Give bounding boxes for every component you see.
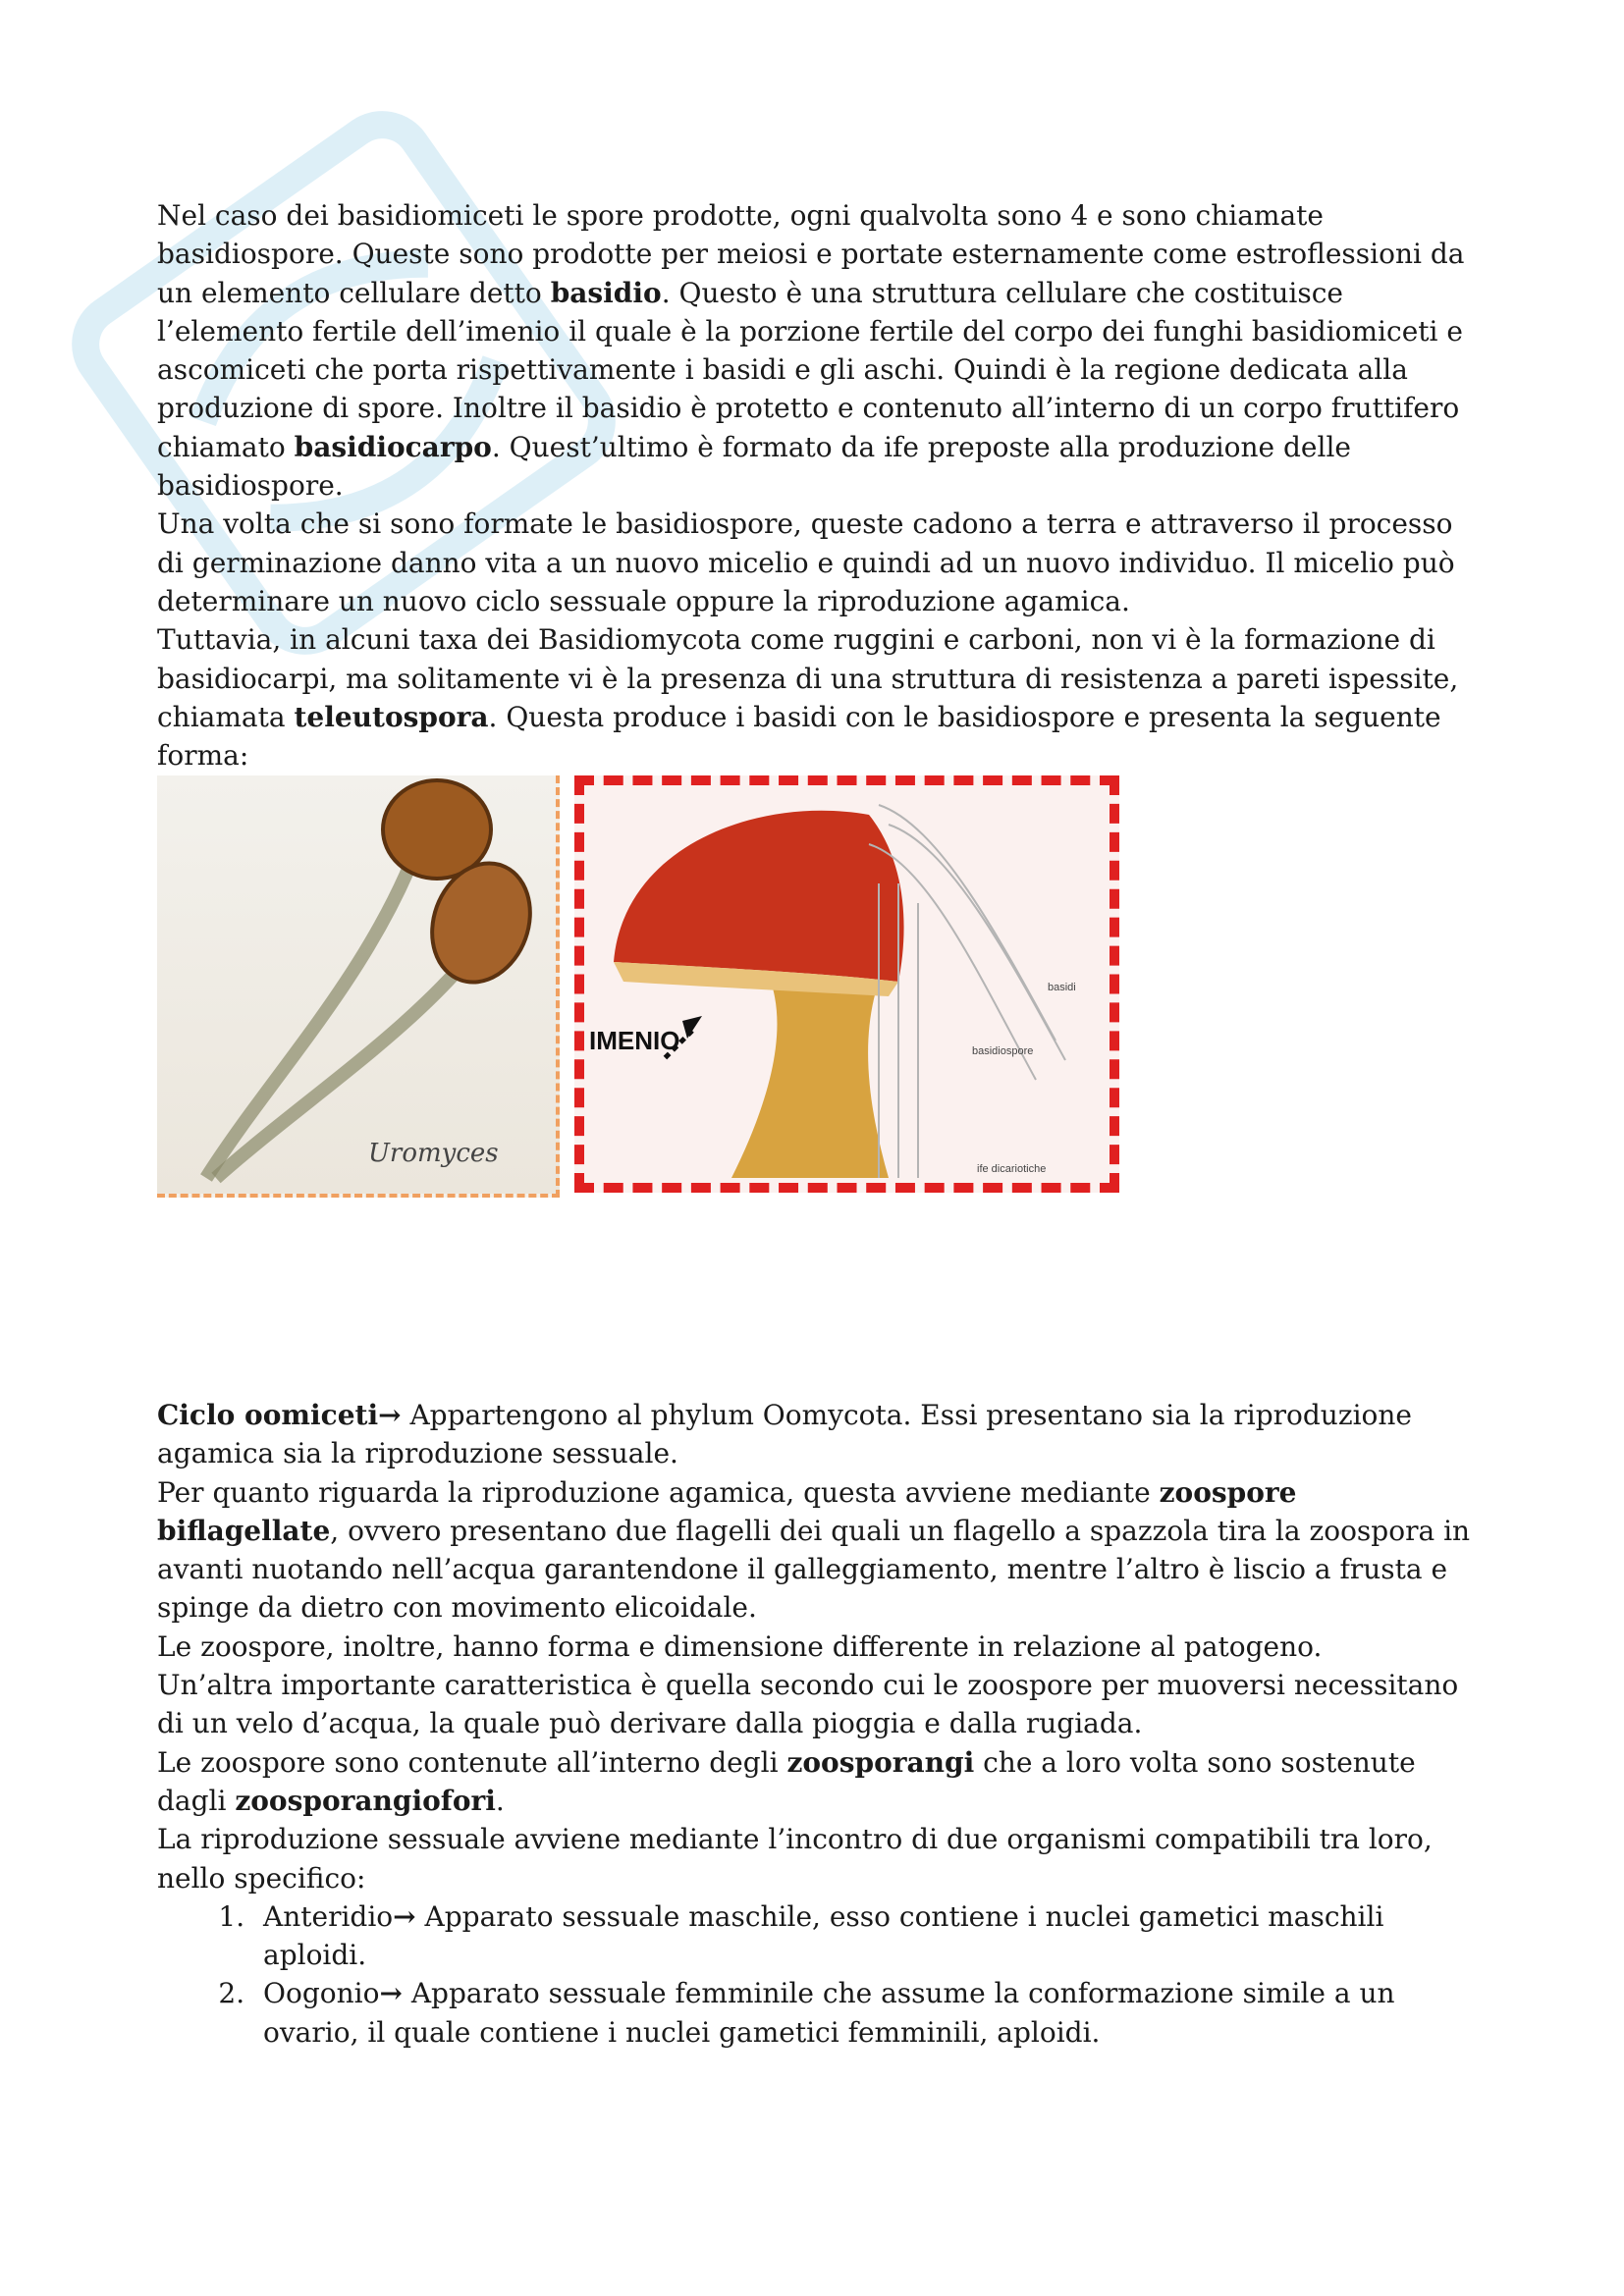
mushroom-illustration [584,785,1110,1183]
sexual-organs-list [157,1897,1483,2052]
ife-label: ife dicariotiche [977,1163,1047,1175]
list-item: 2. Oogonio→ Apparato sessuale femminile che assume la conformazione simile a un ovario, il quale contiene i nuclei gametici femminili, aploidi. [253,1974,1483,2052]
figure-caption: Uromyces [368,1139,499,1168]
uromyces-illustration [157,775,556,1194]
basidiomiceti-text [157,196,1483,774]
term-teleutospora: teleutospora [294,700,489,733]
figures-row [157,775,1119,1198]
paragraph-sessuale: La riproduzione sessuale avviene mediante l’incontro di due organismi compatibili tra loro, nello specifico: [157,1823,1433,1895]
term-zoospore-biflagellate: zoospore biflagellate [157,1475,1297,1547]
basidi-label: basidi [1048,982,1076,993]
paragraph-teleutospora: Tuttavia, in alcuni taxa dei Basidiomycota come ruggini e carboni, non vi è la formazione di basidiocarpi, ma solitamente vi è la presenza di una struttura di resistenza a pareti ispessite, chiamata teleutospora. Questa produce i basidi con le basidiospore e presenta la seguente forma: [157,623,1459,773]
imenio-figure [574,775,1119,1193]
paragraph-forma: Le zoospore, inoltre, hanno forma e dimensione differente in relazione al patogeno. [157,1629,1323,1663]
oomiceti-intro: Ciclo oomiceti→ Appartengono al phylum Oomycota. Essi presentano sia la riproduzione agamica sia la riproduzione sessuale. [157,1399,1412,1470]
arrow-glyph: → [378,1399,402,1431]
paragraph-velo: Un’altra importante caratteristica è quella secondo cui le zoospore per muoversi necessitano di un velo d’acqua, la quale può derivare dalla pioggia e dalla rugiada. [157,1669,1459,1740]
section-heading: Ciclo oomiceti [157,1399,379,1431]
paragraph-zoospore: Per quanto riguarda la riproduzione agamica, questa avviene mediante zoospore biflagellate, ovvero presentano due flagelli dei quali un flagello a spazzola tira la zoospora in avanti nuotando nell’acqua garantendone il galleggiamento, mentre l’altro è liscio a frusta e spinge da dietro con movimento elicoidale. [157,1475,1471,1625]
term-zoosporangiofori: zoosporangiofori [235,1784,496,1817]
uromyces-figure [157,775,560,1198]
paragraph-basidiospore: Nel caso dei basidiomiceti le spore prodotte, ogni qualvolta sono 4 e sono chiamate basidiospore. Queste sono prodotte per meiosi e portate esternamente come estroflessioni da un elemento cellulare detto basidio. Questo è una struttura cellulare che costituisce l’elemento fertile dell’imenio il quale è la porzione fertile del corpo dei funghi basidiomiceti e ascomiceti che porta rispettivamente i basidi e gli aschi. Quindi è la regione dedicata alla produzione di spore. Inoltre il basidio è protetto e contenuto all’interno di un corpo fruttifero chiamato basidiocarpo. Quest’ultimo è formato da ife preposte alla produzione delle basidiospore. [157,199,1465,503]
term-basidiocarpo: basidiocarpo [294,430,492,463]
list-item: 1. Anteridio→ Apparato sessuale maschile, esso contiene i nuclei gametici maschili aploidi. [253,1897,1483,1975]
oomiceti-text [157,1396,1483,2052]
basidiospore-label: basidiospore [972,1045,1034,1057]
imenio-label: IMENIO [589,1026,680,1055]
paragraph-germinazione: Una volta che si sono formate le basidiospore, queste cadono a terra e attraverso il processo di germinazione danno vita a un nuovo micelio e quindi ad un nuovo individuo. Il micelio può determinare un nuovo ciclo sessuale oppure la riproduzione agamica. [157,507,1455,617]
term-basidio: basidio [550,276,662,309]
term-zoosporangi: zoosporangi [786,1745,975,1779]
paragraph-zoosporangi: Le zoospore sono contenute all’interno degli zoosporangi che a loro volta sono sostenute dagli zoosporangiofori. [157,1745,1416,1817]
